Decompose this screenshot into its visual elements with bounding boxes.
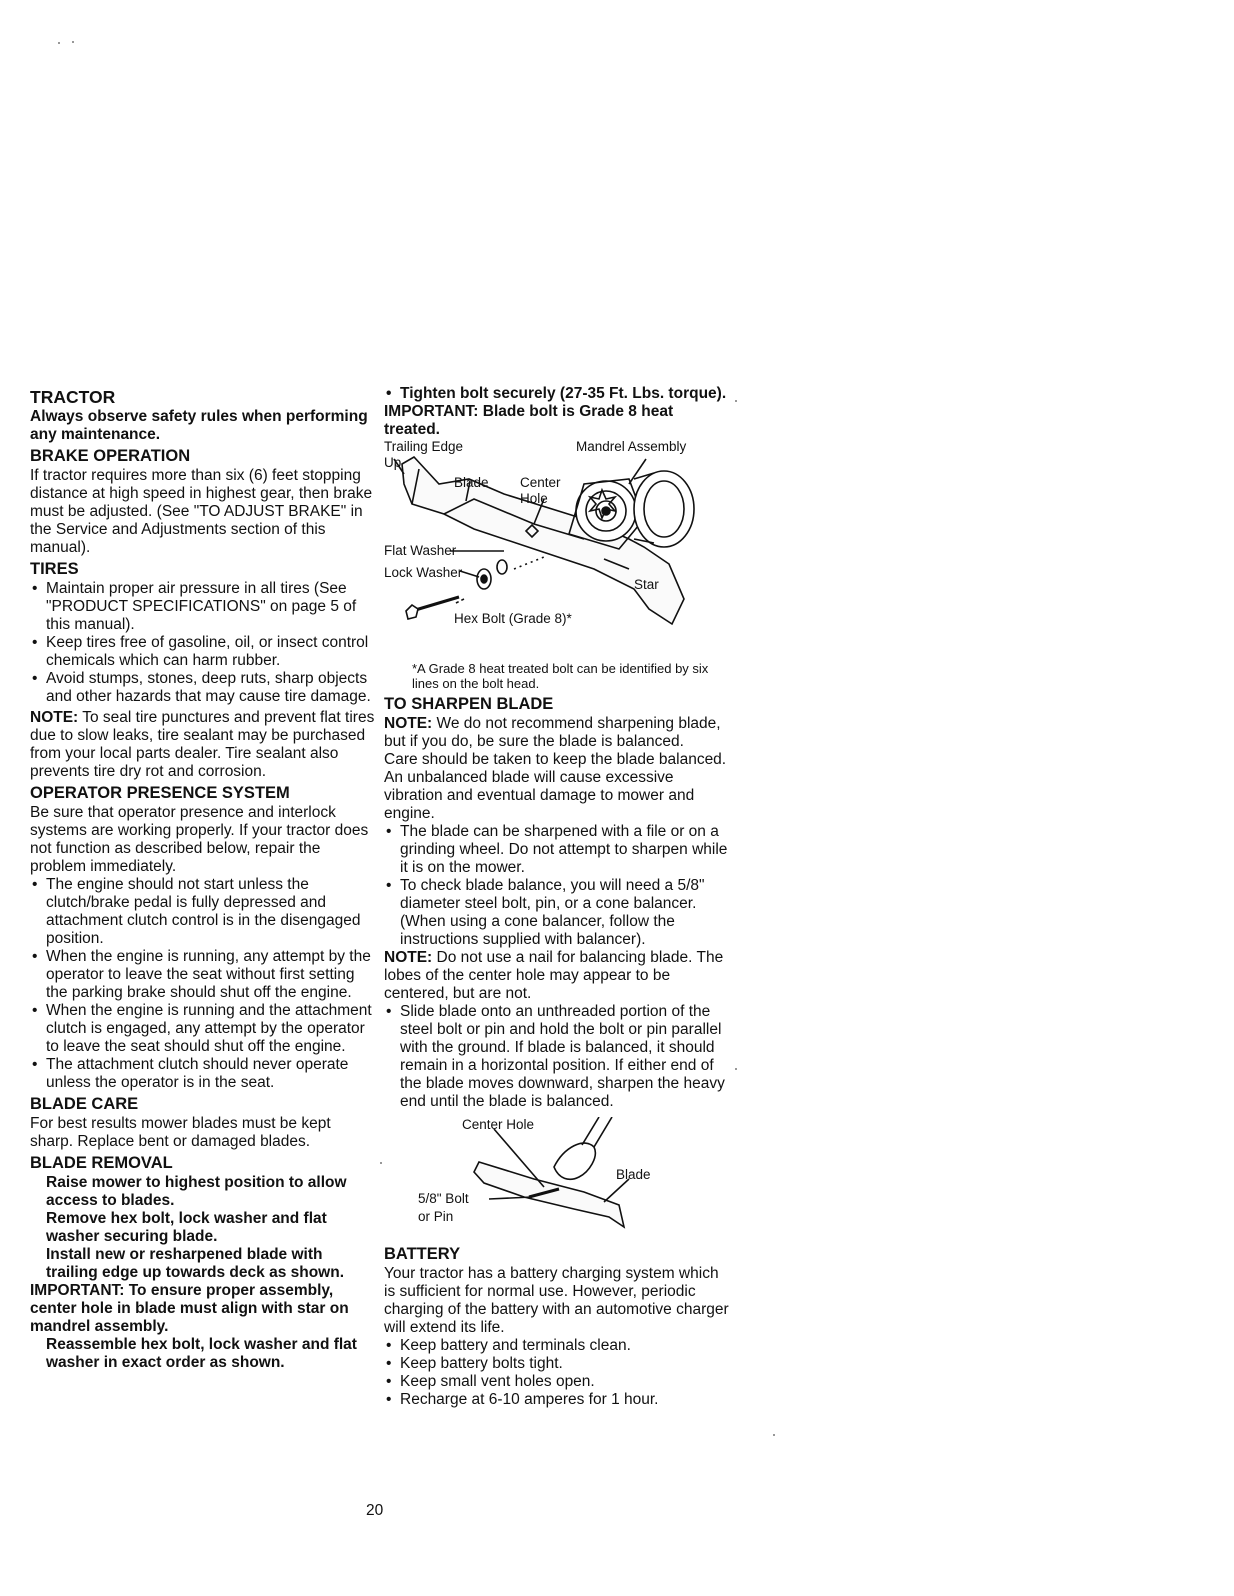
important-note xyxy=(384,403,729,439)
important-label: IMPORTANT: xyxy=(30,1282,125,1299)
or-pin-label: or Pin xyxy=(418,1209,454,1224)
battery-heading: BATTERY xyxy=(384,1245,461,1263)
list-item: • When the engine is running, any attempt by the operator to leave the seat without first setting the parking brake should shut off the engine. xyxy=(30,948,375,1002)
blade-label: Blade xyxy=(454,475,489,490)
operator-presence-text: Be sure that operator presence and interlock systems are working properly. If your tractor does not function as described below, repair the problem immediately. xyxy=(30,804,369,875)
page-number: 20 xyxy=(366,1502,384,1519)
list-item: • The blade can be sharpened with a file or on a grinding wheel. Do not attempt to sharpen while it is on the mower. xyxy=(384,823,729,877)
important-text: Blade bolt is Grade 8 heat treated. xyxy=(384,403,674,438)
tractor-intro: Always observe safety rules when performing any maintenance. xyxy=(30,408,368,443)
list-item: • Recharge at 6-10 amperes for 1 hour. xyxy=(384,1391,729,1409)
nail-note xyxy=(384,949,729,1003)
list-item: • The attachment clutch should never operate unless the operator is in the seat. xyxy=(30,1056,375,1092)
left-column xyxy=(30,385,375,1372)
operator-presence-list xyxy=(30,876,375,1092)
important-label: IMPORTANT: xyxy=(384,403,479,420)
list-item: • Maintain proper air pressure in all tires (See "PRODUCT SPECIFICATIONS" on page 5 of this manual). xyxy=(30,580,375,634)
figure-caption: *A Grade 8 heat treated bolt can be identified by six lines on the bolt head. xyxy=(412,661,709,691)
scan-speck xyxy=(72,41,74,43)
battery-text: Your tractor has a battery charging system which is sufficient for normal use. However, periodic charging of the battery with an automotive charger will extend its life. xyxy=(384,1265,729,1336)
tractor-heading: TRACTOR xyxy=(30,387,116,407)
sharpen-note xyxy=(384,715,729,751)
blade-assembly-figure xyxy=(384,439,714,659)
right-column xyxy=(384,385,729,1409)
tires-note xyxy=(30,709,375,781)
note-text: To seal tire punctures and prevent flat tires due to slow leaks, tire sealant may be purchased from your local parts dealer. Tire sealant also prevents tire dry rot and corrosion. xyxy=(30,709,375,780)
important-text: To ensure proper assembly, center hole in blade must align with star on mandrel assembly. xyxy=(30,1282,349,1335)
up-label: Up xyxy=(384,455,402,470)
brake-operation-text: If tractor requires more than six (6) feet stopping distance at high speed in highest gear, then brake must be adjusted. (See "TO ADJUST BRAKE" in the Service and Adjustments section of this manual). xyxy=(30,467,373,556)
blade-care-text: For best results mower blades must be kept sharp. Replace bent or damaged blades. xyxy=(30,1115,331,1150)
bolt-label: 5/8" Bolt xyxy=(418,1191,469,1206)
list-item: • When the engine is running and the attachment clutch is engaged, any attempt by the operator to leave the seat should shut off the engine. xyxy=(30,1002,375,1056)
list-item: • Slide blade onto an unthreaded portion of the steel bolt or pin and hold the bolt or pin parallel with the ground. If blade is balanced, it should remain in a horizontal position. If either end of the blade moves downward, sharpen the heavy end until the blade is balanced. xyxy=(384,1003,729,1111)
note-text: We do not recommend sharpening blade, but if you do, be sure the blade is balanced. xyxy=(384,715,721,750)
tires-list xyxy=(30,580,375,706)
blade-label: Blade xyxy=(616,1167,651,1182)
note-label: NOTE: xyxy=(384,715,433,732)
brake-operation-heading: BRAKE OPERATION xyxy=(30,447,191,465)
scan-speck xyxy=(58,42,60,44)
tires-heading: TIRES xyxy=(30,560,79,578)
lock-washer-label: Lock Washer xyxy=(384,565,463,580)
sharpen-list xyxy=(384,823,729,949)
note-text: Do not use a nail for balancing blade. The lobes of the center hole may appear to be centered, but are not. xyxy=(384,949,724,1002)
scan-speck xyxy=(380,1162,382,1164)
mandrel-assembly-label: Mandrel Assembly xyxy=(576,439,687,454)
reassemble-step: Reassemble hex bolt, lock washer and flat washer in exact order as shown. xyxy=(46,1336,357,1371)
operator-presence-heading: OPERATOR PRESENCE SYSTEM xyxy=(30,784,290,802)
blade-removal-step: Raise mower to highest position to allow access to blades. xyxy=(46,1174,347,1209)
flat-washer-label: Flat Washer xyxy=(384,543,457,558)
scan-speck xyxy=(773,1434,775,1436)
blade-care-heading: BLADE CARE xyxy=(30,1095,139,1113)
list-item: • Keep battery bolts tight. xyxy=(384,1355,729,1373)
sharpen-heading: TO SHARPEN BLADE xyxy=(384,695,554,713)
list-item: • The engine should not start unless the clutch/brake pedal is fully depressed and attachment clutch control is in the disengaged position. xyxy=(30,876,375,948)
list-item: • Keep tires free of gasoline, oil, or insect control chemicals which can harm rubber. xyxy=(30,634,375,670)
battery-list xyxy=(384,1337,729,1409)
slide-list xyxy=(384,1003,729,1111)
sharpen-text: Care should be taken to keep the blade balanced. An unbalanced blade will cause excessive vibration and eventual damage to mower and engine. xyxy=(384,751,727,822)
trailing-edge-label: Trailing Edge xyxy=(384,439,464,454)
note-label: NOTE: xyxy=(30,709,79,726)
center-hole-label: Center Hole xyxy=(462,1117,535,1132)
blade-removal-step: Install new or resharpened blade with trailing edge up towards deck as shown. xyxy=(46,1246,345,1281)
star-label: Star xyxy=(634,577,659,592)
list-item: • Keep small vent holes open. xyxy=(384,1373,729,1391)
scan-speck xyxy=(735,400,737,402)
list-item: • Keep battery and terminals clean. xyxy=(384,1337,729,1355)
list-item: • To check blade balance, you will need a 5/8" diameter steel bolt, pin, or a cone balancer. (When using a cone balancer, follow the instructions supplied with balancer). xyxy=(384,877,729,949)
important-note xyxy=(30,1282,375,1336)
blade-removal-step: Remove hex bolt, lock washer and flat washer securing blade. xyxy=(46,1210,327,1245)
hex-bolt-label: Hex Bolt (Grade 8)* xyxy=(454,611,572,626)
tighten-list xyxy=(384,385,729,403)
list-item: • Tighten bolt securely (27-35 Ft. Lbs. torque). xyxy=(384,385,729,403)
balance-figure xyxy=(384,1117,714,1235)
scan-speck xyxy=(735,1068,737,1070)
center-label: Center xyxy=(520,475,561,490)
note-label: NOTE: xyxy=(384,949,433,966)
list-item: • Avoid stumps, stones, deep ruts, sharp objects and other hazards that may cause tire damage. xyxy=(30,670,375,706)
blade-removal-heading: BLADE REMOVAL xyxy=(30,1154,173,1172)
hole-label: Hole xyxy=(520,491,548,506)
